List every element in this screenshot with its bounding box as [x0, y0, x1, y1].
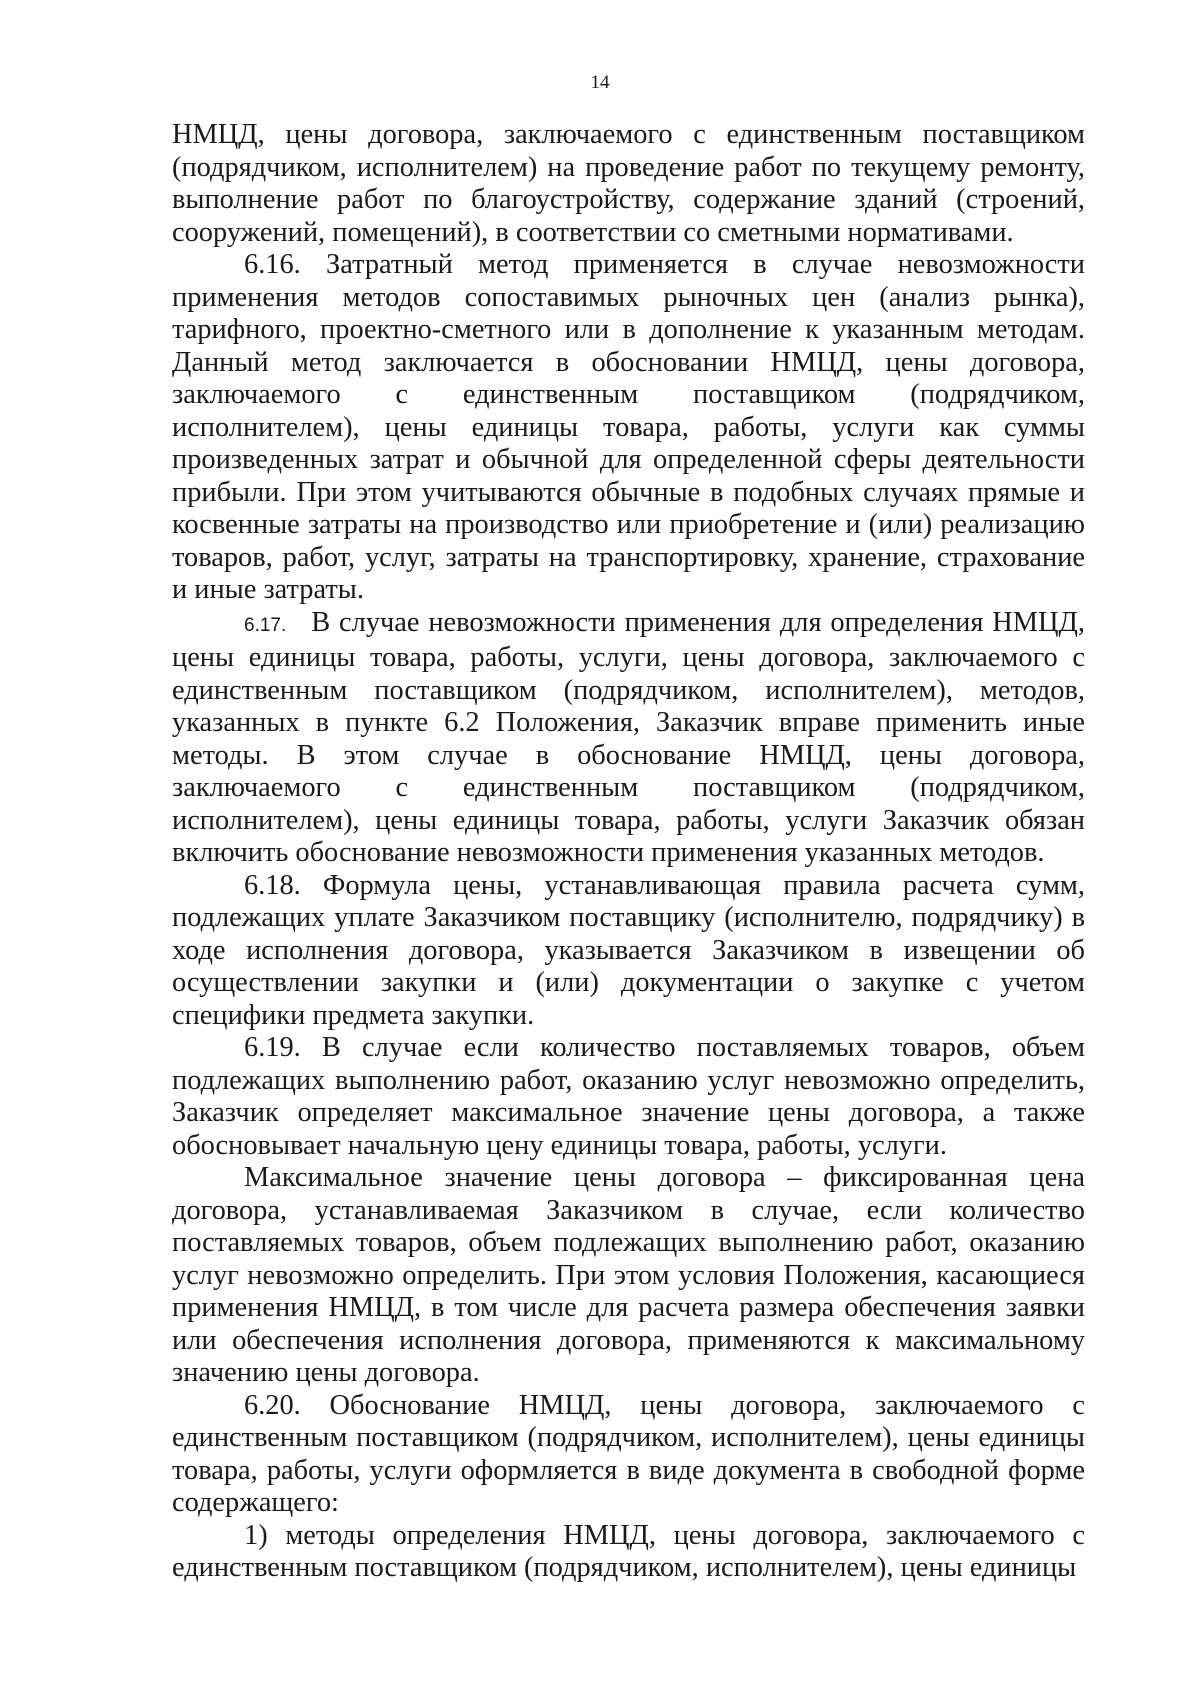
- clause-number: 6.17.: [244, 614, 287, 636]
- paragraph-max-price: Максимальное значение цены договора – фиксированная цена договора, устанавливаемая Заказчиком в случае, если количество поставляемых товаров, объем подлежащих выполнению работ, оказанию услуг невозможно определить. При этом условия Положения, касающиеся применения НМЦД, в том числе для расчета размера обеспечения заявки или обеспечения исполнения договора, применяются к максимальному значению цены договора.: [172, 1162, 1085, 1388]
- paragraph-6-18: 6.18. Формула цены, устанавливающая правила расчета сумм, подлежащих уплате Заказчиком поставщику (исполнителю, подрядчику) в ходе исполнения договора, указывается Заказчиком в извещении об осуществлении закупки и (или) документации о закупке с учетом специфики предмета закупки.: [172, 869, 1085, 1031]
- paragraph-6-20: 6.20. Обоснование НМЦД, цены договора, заключаемого с единственным поставщиком (подрядчиком, исполнителем), цены единицы товара, работы, услуги оформляется в виде документа в свободной форме содержащего:: [172, 1389, 1085, 1518]
- paragraph-text: В случае невозможности применения для определения НМЦД, цены единицы товара, работы, услуги, цены договора, заключаемого с единственным поставщиком (подрядчиком, исполнителем), методов, указанных в пункте 6.2 Положения, Заказчик вправе применить иные методы. В этом случае в обоснование НМЦД, цены договора, заключаемого с единственным поставщиком (подрядчиком, исполнителем), цены единицы товара, работы, услуги Заказчик обязан включить обоснование невозможности применения указанных методов.: [172, 606, 1085, 868]
- paragraph-6-16: 6.16. Затратный метод применяется в случае невозможности применения методов сопоставимых рыночных цен (анализ рынка), тарифного, проектно-сметного или в дополнение к указанным методам. Данный метод заключается в обосновании НМЦД, цены договора, заключаемого с единственным поставщиком (подрядчиком, исполнителем), цены единицы товара, работы, услуги как суммы произведенных затрат и обычной для определенной сферы деятельности прибыли. При этом учитываются обычные в подобных случаях прямые и косвенные затраты на производство или приобретение и (или) реализацию товаров, работ, услуг, затраты на транспортировку, хранение, страхование и иные затраты.: [172, 249, 1085, 605]
- document-body: [172, 119, 1085, 1585]
- paragraph-continuation: НМЦД, цены договора, заключаемого с единственным поставщиком (подрядчиком, исполнителем) на проведение работ по текущему ремонту, выполнение работ по благоустройству, содержание зданий (строений, сооружений, помещений), в соответствии со сметными нормативами.: [172, 119, 1085, 248]
- list-item-1: 1) методы определения НМЦД, цены договора, заключаемого с единственным поставщиком (подрядчиком, исполнителем), цены единицы: [172, 1519, 1085, 1583]
- page-number: 14: [590, 72, 610, 93]
- paragraph-6-17: [172, 607, 1085, 870]
- paragraph-6-19: 6.19. В случае если количество поставляемых товаров, объем подлежащих выполнению работ, оказанию услуг невозможно определить, Заказчик определяет максимальное значение цены договора, а также обосновывает начальную цену единицы товара, работы, услуги.: [172, 1032, 1085, 1161]
